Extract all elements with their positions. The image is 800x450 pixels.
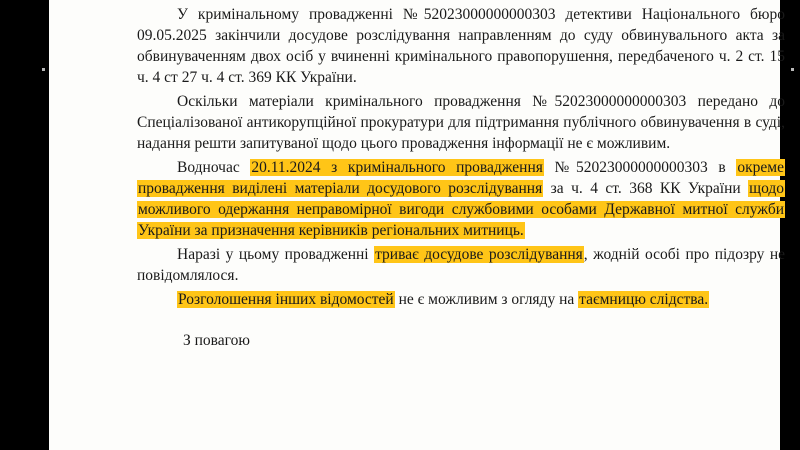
paragraph-list (137, 4, 785, 310)
paragraph-text: Оскільки матеріали кримінального провадження №52023000000000303 передано до Спеціалізованої антикорупційної прокуратури для підтримання публічного обвинувачення в суді, надання решти запитуваної щодо цього провадження інформації не є можливим. (137, 93, 785, 152)
document-paragraph (137, 289, 785, 310)
paragraph-text: не є можливим з огляду на (394, 291, 579, 308)
document-page (49, 0, 786, 450)
closing-text: З повагою (183, 332, 250, 349)
highlighted-text: таємницю слідства. (579, 291, 709, 308)
paragraph-text: У кримінальному провадженні №52023000000000303 детективи Національного бюро 09.05.2025 закінчили досудове розслідування направленням до суду обвинувального акта за обвинуваченням двох осіб у вчиненні кримінального правопорушення, передбаченого ч. 2 ст. 15 ч. 4 ст 27 ч. 4 ст. 369 КК України. (137, 6, 785, 86)
right-edge-mark (791, 68, 794, 71)
highlighted-text: Розголошення інших відомостей (178, 291, 394, 308)
paragraph-text: №52023000000000303 в (543, 159, 737, 176)
highlighted-text: щодо можливого одержання неправомірної вигоди службовими особами Державної митної служби України за призначення керівників регіональних митниць. (138, 180, 785, 239)
document-body (137, 4, 785, 351)
paragraph-text: , жодній особі про підозру не повідомлялося. (137, 246, 786, 284)
paragraph-text: за ч. 4 ст. 368 КК України (543, 180, 749, 197)
document-paragraph (137, 157, 785, 241)
left-edge-mark (42, 68, 45, 71)
highlighted-text: триває досудове розслідування (375, 246, 583, 263)
highlighted-text: окреме провадження виділені матеріали досудового розслідування (138, 159, 784, 197)
paragraph-text: Водночас (177, 159, 251, 176)
paragraph-text: Наразі у цьому провадженні (177, 246, 375, 263)
document-paragraph (137, 244, 785, 286)
highlighted-text: 20.11.2024 з кримінального провадження (251, 159, 543, 176)
document-paragraph (137, 4, 785, 88)
document-paragraph (137, 91, 785, 154)
